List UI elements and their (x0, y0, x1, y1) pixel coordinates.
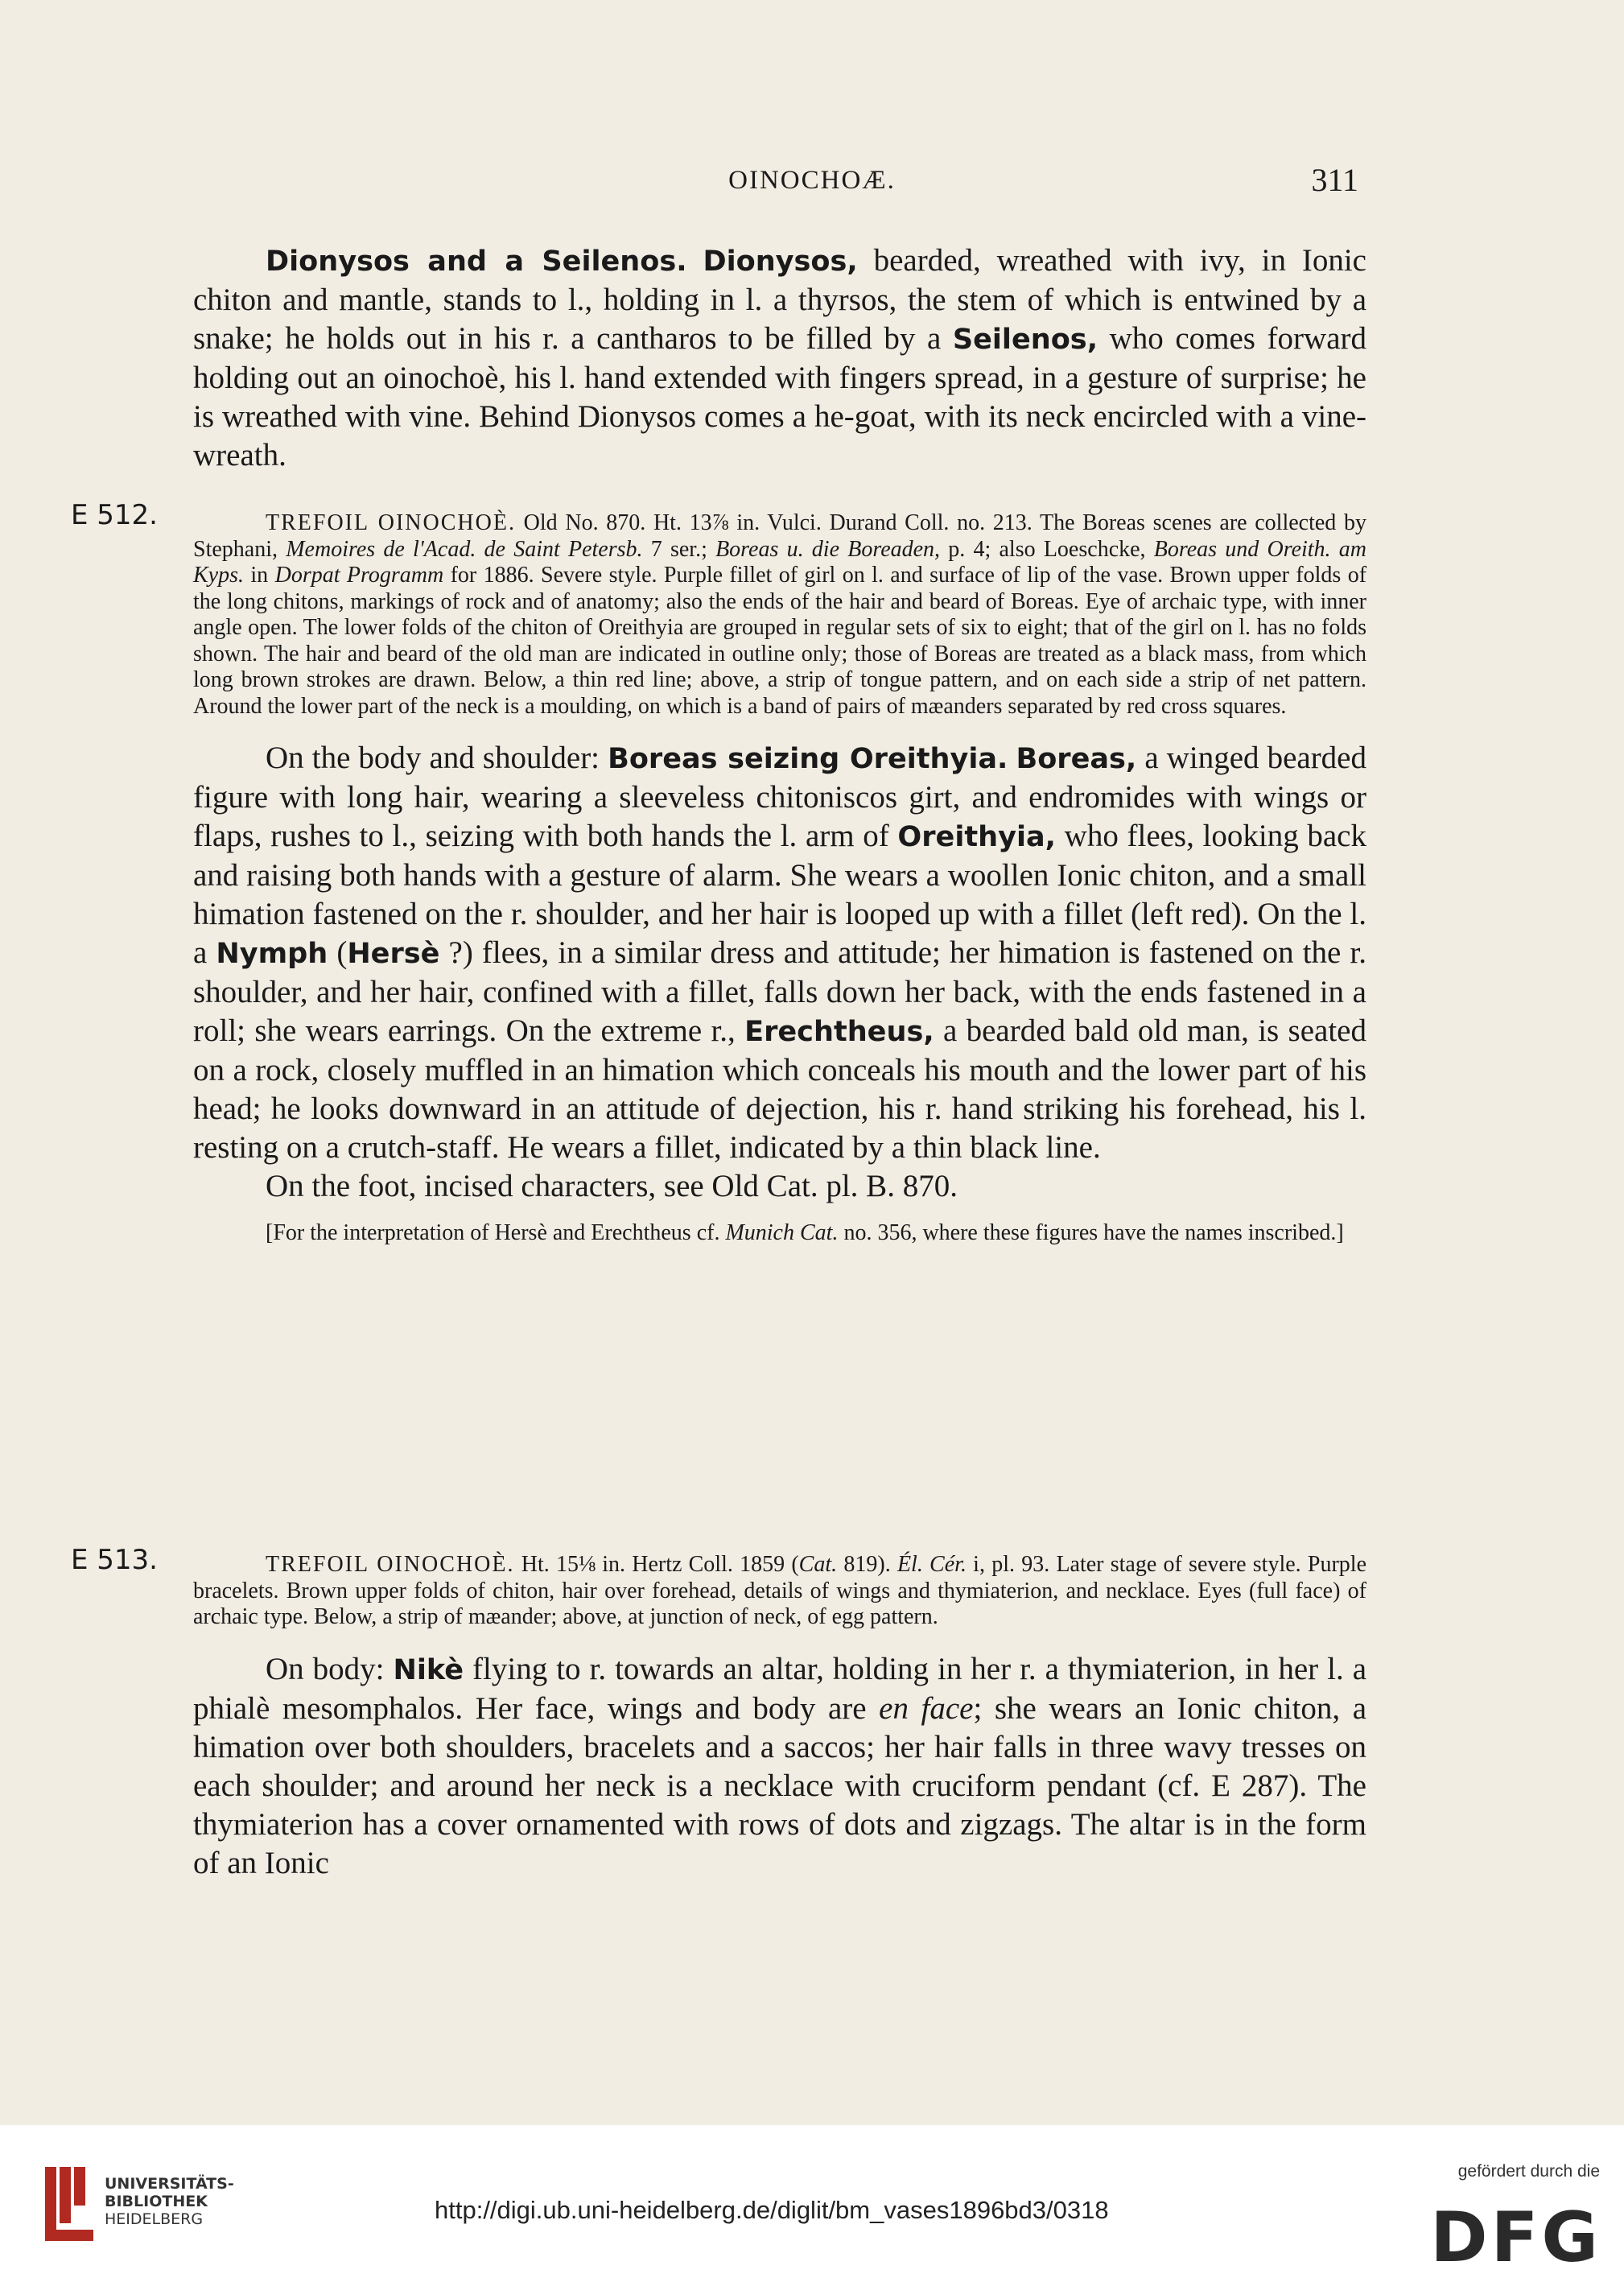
permalink-url[interactable]: http://digi.ub.uni-heidelberg.de/diglit/bm_vases1896bd3/0318 (435, 2196, 1109, 2224)
e512-interpretation-note: [For the interpretation of Hersè and Erechtheus cf. Munich Cat. no. 356, where these figures have the names inscribed.] (266, 1220, 1344, 1245)
library-name: UNIVERSITÄTS- BIBLIOTHEK HEIDELBERG (105, 2175, 234, 2228)
intro-block (193, 241, 1366, 475)
university-library-logo-icon (42, 2164, 97, 2244)
digitisation-footer (0, 2125, 1624, 2282)
intro-paragraph: Dionysos and a Seilenos. Dionysos, bearded, wreathed with ivy, in Ionic chiton and mantle, stands to l., holding in l. a thyrsos, the stem of which is entwined by a snake; he holds out in his r. a cantharos to be filled by a Seilenos, who comes forward holding out an oinochoè, his l. hand extended with fingers spread, in a gesture of surprise; he is wreathed with vine. Behind Dionysos comes a he-goat, with its neck encircled with a vine-wreath. (193, 243, 1366, 472)
e512-description: TREFOIL OINOCHOÈ. Old No. 870. Ht. 13⅞ in. Vulci. Durand Coll. no. 213. The Boreas scenes are collected by Stephani, Memoires de l'Acad. de Saint Petersb. 7 ser.; Boreas u. die Boreaden, p. 4; also Loeschcke, Boreas und Oreith. am Kyps. in Dorpat Programm for 1886. Severe style. Purple fillet of girl on l. and surface of lip of the vase. Brown upper folds of the long chitons, markings of rock and of anatomy; also the ends of the hair and beard of Boreas. Eye of archaic type, with inner angle open. The lower folds of the chiton of Oreithyia are grouped in regular sets of six to eight; that of the girl on l. has no folds shown. The hair and beard of the old man are indicated in outline only; those of Boreas are treated as a black mass, from which long brown strokes are drawn. Below, a thin red line; above, a strip of tongue pattern, and on each side a strip of net pattern. Around the lower part of the neck is a moulding, on which is a band of pairs of mæanders separated by red cross squares. (193, 510, 1367, 719)
page-number: 311 (1311, 162, 1358, 198)
e513-description: TREFOIL OINOCHOÈ. Ht. 15⅛ in. Hertz Coll. 1859 (Cat. 819). Él. Cér. i, pl. 93. Later stage of severe style. Purple bracelets. Brown upper folds of chiton, hair over forehead, details of wings and thymiaterion, and necklace. Eyes (full face) of archaic type. Below, a strip of mæander; above, at junction of neck, of egg pattern. (193, 1552, 1367, 1629)
page-header (0, 158, 1624, 206)
running-head: OINOCHOÆ. (728, 166, 896, 195)
funded-by-label: gefördert durch die (1457, 2162, 1600, 2181)
e512-foot-paragraph: On the foot, incised characters, see Old Cat. pl. B. 870. (266, 1169, 958, 1203)
e513-block (193, 1552, 1366, 1883)
catalogue-number-e512: E 512. (71, 499, 158, 531)
dfg-logo: DFG (1430, 2197, 1601, 2278)
catalogue-number-e513: E 513. (71, 1544, 158, 1576)
e513-body-paragraph: On body: Nikè flying to r. towards an altar, holding in her r. a thymiaterion, in her l. a phialè mesomphalos. Her face, wings and body are en face; she wears an Ionic chiton, a himation over both shoulders, bracelets and a saccos; her hair falls in three wavy tresses on each shoulder; and around her neck is a necklace with cruciform pendant (cf. E 287). The thymiaterion has a cover ornamented with rows of dots and zigzags. The altar is in the form of an Ionic (193, 1651, 1367, 1880)
e512-body-paragraph: On the body and shoulder: Boreas seizing Oreithyia. Boreas, a winged bearded figure with long hair, wearing a sleeveless chitoniscos girt, and endromides with wings or flaps, rushes to l., seizing with both hands the l. arm of Oreithyia, who flees, looking back and raising both hands with a gesture of alarm. She wears a woollen Ionic chiton, and a small himation fastened on the r. shoulder, and her hair is looped up with a fillet (left red). On the l. a Nymph (Hersè ?) flees, in a similar dress and attitude; her himation is fastened on the r. shoulder, and her hair, confined with a fillet, falls down her back, with the ends fastened in a roll; she wears earrings. On the extreme r., Erechtheus, a bearded bald old man, is seated on a rock, closely muffled in an himation which conceals his mouth and the lower part of his head; he looks downward in an attitude of dejection, his r. hand striking his forehead, his l. resting on a crutch-staff. He wears a fillet, indicated by a thin black line. (193, 741, 1366, 1165)
e512-block (193, 510, 1366, 1247)
